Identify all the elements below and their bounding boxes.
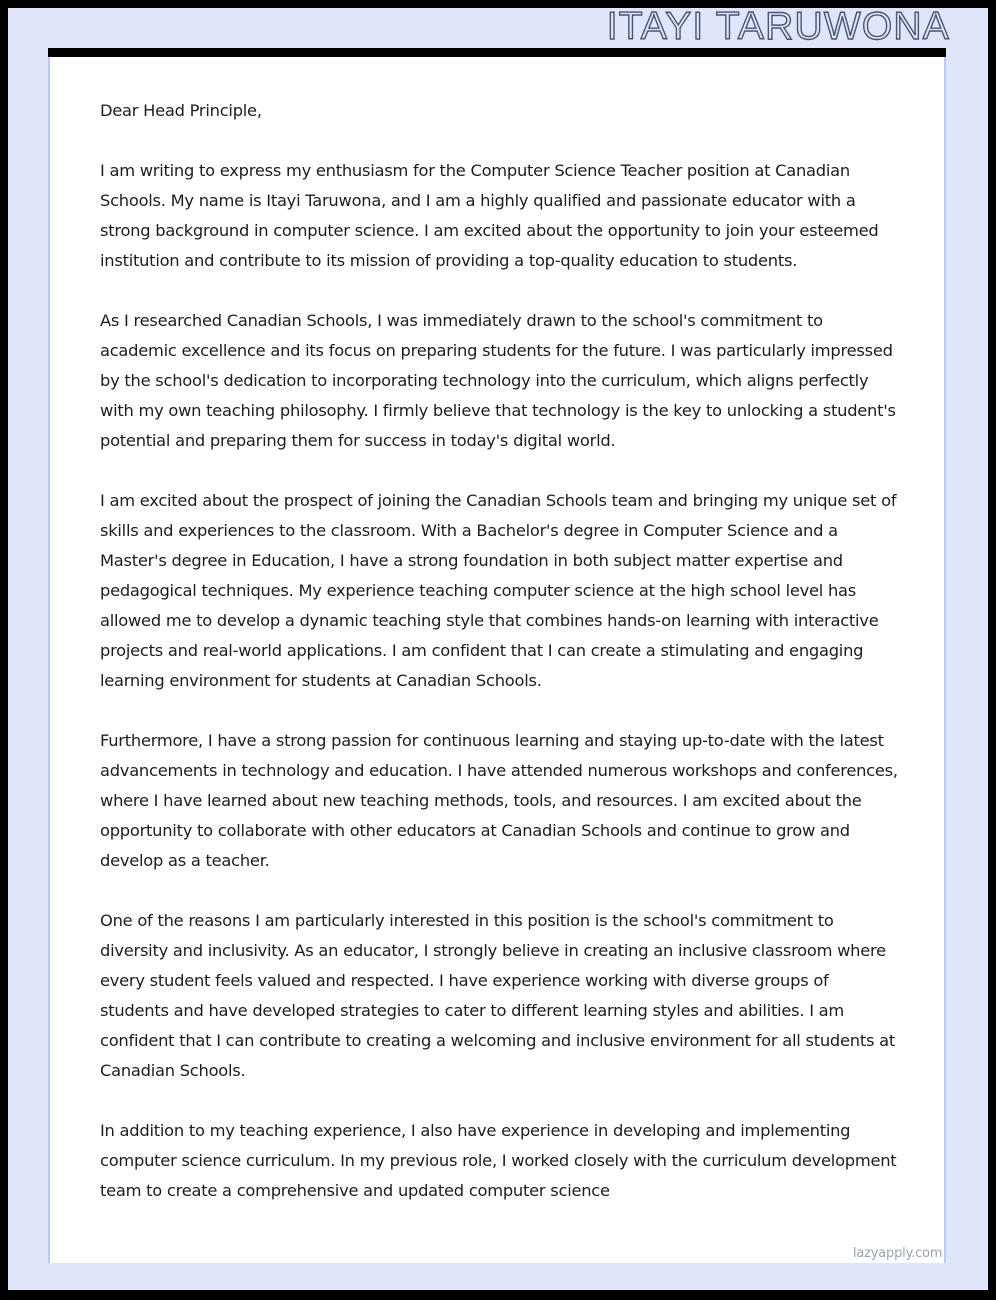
document-header xyxy=(8,8,988,48)
letter-paragraph: I am excited about the prospect of joining the Canadian Schools team and bringing my unique set of skills and experiences to the classroom. With a Bachelor's degree in Computer Science and a Master's degree in Education, I have a strong foundation in both subject matter expertise and pedagogical techniques. My experience teaching computer science at the high school level has allowed me to develop a dynamic teaching style that combines hands-on learning with interactive projects and real-world applications. I am confident that I can create a stimulating and engaging learning environment for students at Canadian Schools. xyxy=(100,491,897,690)
letter-paragraph: I am writing to express my enthusiasm for the Computer Science Teacher position at Canadian Schools. My name is Itayi Taruwona, and I am a highly qualified and passionate educator with a strong background in computer science. I am excited about the opportunity to join your esteemed institution and contribute to its mission of providing a top-quality education to students. xyxy=(100,161,879,270)
letter-paragraph: One of the reasons I am particularly interested in this position is the school's commitment to diversity and inclusivity. As an educator, I strongly believe in creating an inclusive classroom where every student feels valued and respected. I have experience working with diverse groups of students and have developed strategies to cater to different learning styles and abilities. I am confident that I can contribute to creating a welcoming and inclusive environment for all students at Canadian Schools. xyxy=(100,911,895,1080)
watermark: lazyapply.com xyxy=(853,1246,943,1261)
document-canvas xyxy=(8,8,988,1290)
letter-paragraph: In addition to my teaching experience, I also have experience in developing and implementing computer science curriculum. In my previous role, I worked closely with the curriculum development team to create a comprehensive and updated computer science xyxy=(100,1121,897,1200)
letter-paragraph: Furthermore, I have a strong passion for continuous learning and staying up-to-date with the latest advancements in technology and education. I have attended numerous workshops and conferences, where I have learned about new teaching methods, tools, and resources. I am excited about the opportunity to collaborate with other educators at Canadian Schools and continue to grow and develop as a teacher. xyxy=(100,731,898,870)
header-divider xyxy=(48,48,946,57)
page-title: ITAYI TARUWONA xyxy=(606,8,950,48)
letter-body xyxy=(100,96,898,1206)
letter-salutation: Dear Head Principle, xyxy=(100,101,262,120)
letter-paragraph: As I researched Canadian Schools, I was immediately drawn to the school's commitment to academic excellence and its focus on preparing students for the future. I was particularly impressed by the school's dedication to incorporating technology into the curriculum, which aligns perfectly with my own teaching philosophy. I firmly believe that technology is the key to unlocking a student's potential and preparing them for success in today's digital world. xyxy=(100,311,896,450)
